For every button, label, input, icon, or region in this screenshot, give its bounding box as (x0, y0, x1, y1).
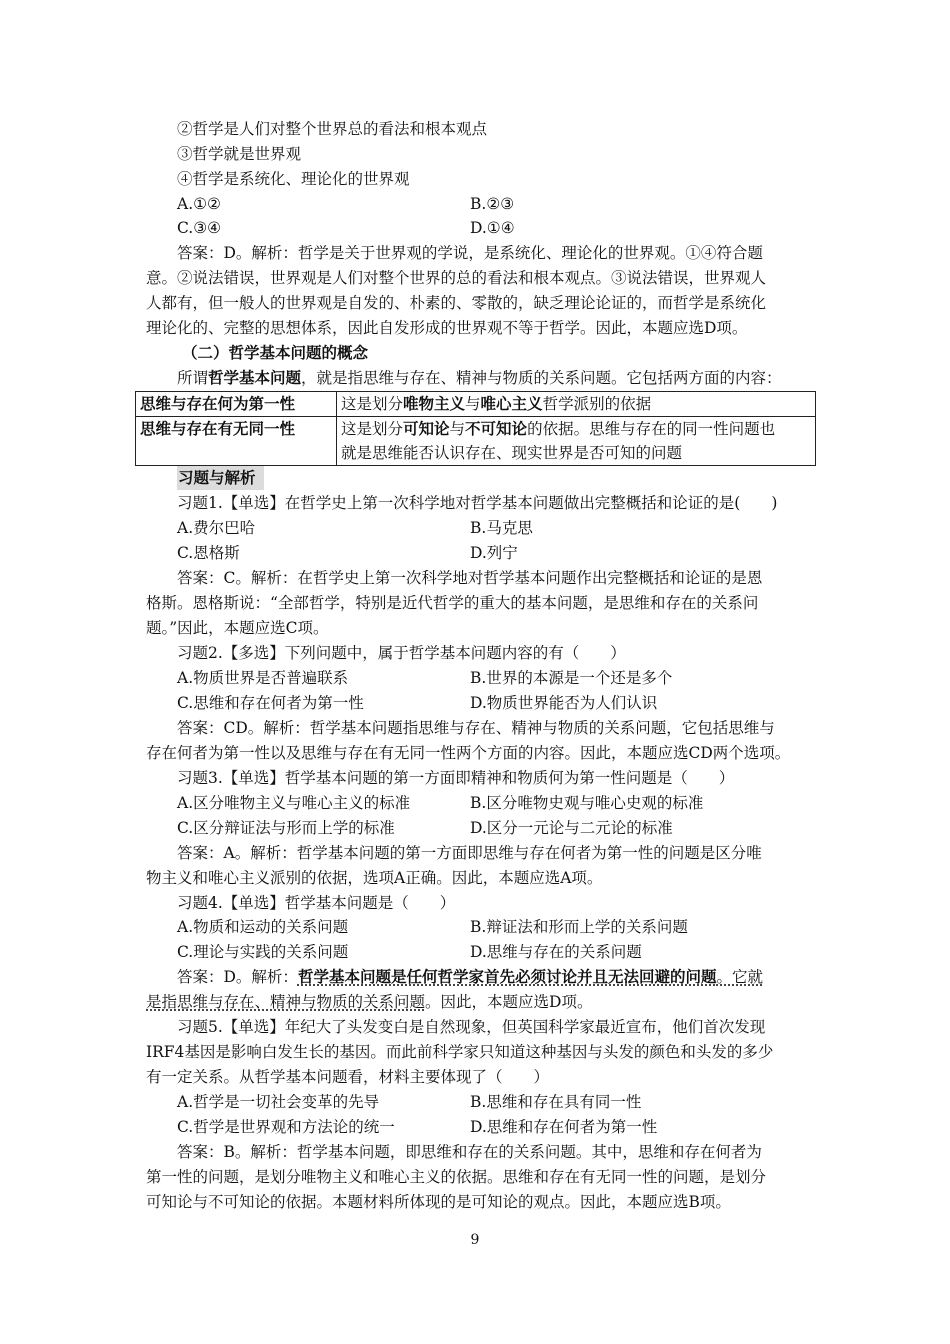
answer-line: 人都有，但一般人的世界观是自发的、朴素的、零散的，缺乏理论论证的，而哲学是系统化 (146, 294, 767, 312)
table-value: 这是划分唯物主义与唯心主义哲学派别的依据 (337, 392, 816, 417)
answer-line: 格斯。恩格斯说：“全部哲学，特别是近代哲学的重大的基本问题，是思维和存在的关系问 (146, 594, 759, 612)
question-2-stem: 习题2.【多选】下列问题中，属于哲学基本问题内容的有（ ） (177, 644, 626, 662)
choice-c: C.恩格斯 (177, 544, 240, 562)
answer-line: 答案：D。解析：哲学基本问题是任何哲学家首先必须讨论并且无法回避的问题。它就 (177, 967, 763, 986)
answer-line: 第一性的问题，是划分唯物主义和唯心主义的依据。思维和存在有无同一性的问题，是划分 (146, 1168, 767, 1186)
choice-c: C.理论与实践的关系问题 (177, 943, 349, 961)
question-5-stem: IRF4基因是影响白发生长的基因。而此前科学家只知道这种基因与头发的颜色和头发的多少 (146, 1043, 774, 1061)
choice-b: B.马克思 (470, 519, 533, 537)
option-3: ③哲学就是世界观 (177, 145, 302, 163)
answer-line: 答案：CD。解析：哲学基本问题指思维与存在、精神与物质的关系问题，它包括思维与 (177, 719, 775, 737)
question-5-stem: 有一定关系。从哲学基本问题看，材料主要体现了（ ） (146, 1068, 550, 1086)
choice-d: D.列宁 (470, 544, 518, 562)
answer-line: 物主义和唯心主义派别的依据，选项A正确。因此，本题应选A项。 (146, 869, 603, 887)
table-key: 思维与存在何为第一性 (136, 392, 337, 417)
answer-line: 可知论与不可知论的依据。本题材料所体现的是可知论的观点。因此，本题应选B项。 (146, 1193, 731, 1211)
choice-c: C.③④ (177, 219, 222, 237)
choice-a: A.哲学是一切社会变革的先导 (177, 1093, 380, 1111)
choice-d: D.区分一元论与二元论的标准 (470, 819, 673, 837)
choice-a: A.费尔巴哈 (177, 519, 256, 537)
choice-b: B.区分唯物史观与唯心史观的标准 (470, 794, 704, 812)
choice-d: D.思维和存在何者为第一性 (470, 1118, 658, 1136)
question-1-stem: 习题1.【单选】在哲学史上第一次科学地对哲学基本问题做出完整概括和论证的是( ) (177, 494, 778, 512)
answer-line: 是指思维与存在、精神与物质的关系问题。因此，本题应选D项。 (146, 993, 593, 1011)
option-4: ④哲学是系统化、理论化的世界观 (177, 170, 410, 188)
answer-line: 存在何者为第一性以及思维与存在有无同一性两个方面的内容。因此，本题应选CD两个选项。 (146, 744, 791, 762)
answer-line: 答案：B。解析：哲学基本问题，即思维和存在的关系问题。其中，思维和存在何者为 (177, 1143, 762, 1161)
choice-a: A.区分唯物主义与唯心主义的标准 (177, 794, 411, 812)
choice-b: B.②③ (470, 195, 515, 213)
choice-a: A.物质世界是否普遍联系 (177, 669, 349, 687)
section-intro: 所谓哲学基本问题，就是指思维与存在、精神与物质的关系问题。它包括两方面的内容： (177, 368, 782, 387)
question-4-stem: 习题4.【单选】哲学基本问题是（ ） (177, 894, 456, 912)
page-number: 9 (470, 1232, 480, 1248)
table-key: 思维与存在有无同一性 (136, 417, 337, 466)
answer-line: 答案：D。解析：哲学是关于世界观的学说，是系统化、理论化的世界观。①④符合题 (177, 244, 763, 262)
choice-a: A.物质和运动的关系问题 (177, 918, 349, 936)
question-5-stem: 习题5.【单选】年纪大了头发变白是自然现象，但英国科学家最近宣布，他们首次发现 (177, 1018, 766, 1036)
concept-table (135, 391, 816, 466)
table-row (136, 392, 816, 417)
answer-line: 答案：A。解析：哲学基本问题的第一方面即思维与存在何者为第一性的问题是区分唯 (177, 844, 762, 862)
section-heading: （二）哲学基本问题的概念 (182, 343, 369, 362)
table-value: 这是划分可知论与不可知论的依据。思维与存在的同一性问题也 就是思维能否认识存在、现实世界是否可知的问题 (337, 417, 816, 466)
answer-line: 意。②说法错误，世界观是人们对整个世界的总的看法和根本观点。③说法错误，世界观人 (146, 269, 767, 287)
choice-c: C.思维和存在何者为第一性 (177, 694, 364, 712)
table-row (136, 417, 816, 466)
choice-a: A.①② (177, 195, 221, 213)
choice-c: C.哲学是世界观和方法论的统一 (177, 1118, 395, 1136)
choice-d: D.思维与存在的关系问题 (470, 943, 642, 961)
answer-line: 题。”因此，本题应选C项。 (146, 619, 329, 637)
exercises-title: 习题与解析 (177, 466, 264, 490)
choice-b: B.世界的本源是一个还是多个 (470, 669, 673, 687)
choice-d: D.物质世界能否为人们认识 (470, 694, 658, 712)
choice-b: B.思维和存在具有同一性 (470, 1093, 642, 1111)
option-2: ②哲学是人们对整个世界总的看法和根本观点 (177, 120, 488, 138)
question-3-stem: 习题3.【单选】哲学基本问题的第一方面即精神和物质何为第一性问题是（ ） (177, 769, 735, 787)
answer-line: 理论化的、完整的思想体系，因此自发形成的世界观不等于哲学。因此，本题应选D项。 (146, 319, 748, 337)
answer-line: 答案：C。解析：在哲学史上第一次科学地对哲学基本问题作出完整概括和论证的是恩 (177, 569, 763, 587)
choice-d: D.①④ (470, 219, 515, 237)
choice-b: B.辩证法和形而上学的关系问题 (470, 918, 688, 936)
choice-c: C.区分辩证法与形而上学的标准 (177, 819, 395, 837)
